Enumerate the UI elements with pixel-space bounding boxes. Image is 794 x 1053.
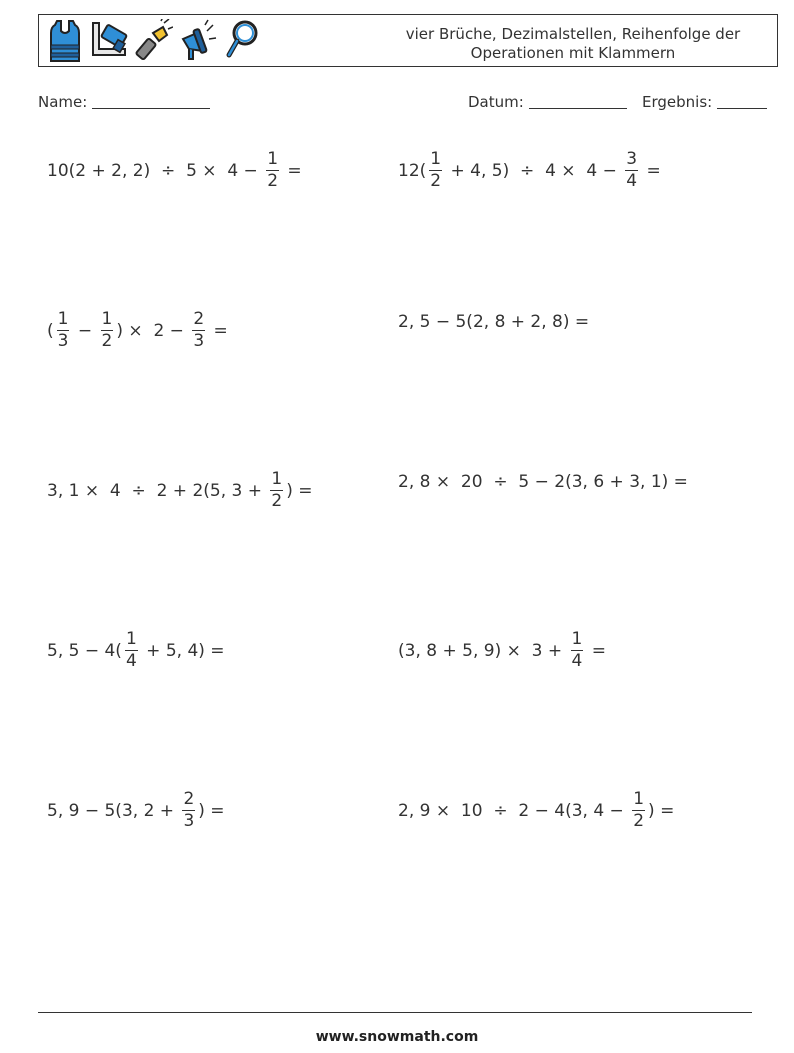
fraction bbox=[101, 310, 114, 351]
problem-3 bbox=[47, 310, 228, 351]
expression-text: = bbox=[282, 160, 302, 181]
fraction bbox=[429, 150, 442, 191]
expression-text: = bbox=[586, 640, 607, 661]
carpenter-square-icon bbox=[89, 19, 129, 63]
footer-website: www.snowmath.com bbox=[315, 1029, 479, 1045]
fraction bbox=[625, 150, 638, 191]
expression-text: 5, 9 − 5(3, 2 + bbox=[47, 800, 180, 821]
magnifying-glass-icon bbox=[221, 19, 261, 63]
title-line-2: Operationen mit Klammern bbox=[470, 44, 676, 62]
expression-text: ) = bbox=[286, 480, 313, 501]
result-blank[interactable] bbox=[717, 93, 767, 109]
safety-vest-icon bbox=[45, 19, 85, 63]
fraction-denominator: 3 bbox=[183, 811, 195, 831]
fraction-denominator: 2 bbox=[101, 331, 113, 351]
fraction-numerator: 1 bbox=[125, 629, 137, 649]
expression-text: = bbox=[208, 320, 228, 341]
date-blank[interactable] bbox=[529, 93, 627, 109]
expression-text: + 4, 5) ÷ 4 × 4 − bbox=[445, 160, 623, 181]
expression-text: ) = bbox=[198, 800, 225, 821]
fraction-numerator: 3 bbox=[626, 149, 638, 169]
expression-text: ) × 2 − bbox=[116, 320, 190, 341]
expression-text: ) = bbox=[648, 800, 675, 821]
expression-text: 3, 1 × 4 ÷ 2 + 2(5, 3 + bbox=[47, 480, 268, 501]
fraction-denominator: 3 bbox=[193, 331, 205, 351]
fraction-denominator: 4 bbox=[626, 171, 638, 191]
problem-4 bbox=[398, 312, 589, 332]
fraction-denominator: 3 bbox=[57, 331, 69, 351]
fraction-numerator: 1 bbox=[571, 629, 583, 649]
expression-text: = bbox=[641, 160, 661, 181]
footer-divider bbox=[38, 1012, 752, 1013]
fraction-denominator: 4 bbox=[125, 651, 137, 671]
fraction bbox=[571, 630, 584, 671]
expression-text: 2, 9 × 10 ÷ 2 − 4(3, 4 − bbox=[398, 800, 630, 821]
expression-text: ( bbox=[47, 320, 54, 341]
problem-1 bbox=[47, 150, 302, 191]
problem-2 bbox=[398, 150, 661, 191]
problem-10 bbox=[398, 790, 674, 831]
fraction-numerator: 2 bbox=[183, 789, 195, 809]
fraction-numerator: 1 bbox=[267, 149, 279, 169]
problem-9 bbox=[47, 790, 225, 831]
name-field bbox=[38, 93, 210, 111]
fraction-denominator: 2 bbox=[271, 491, 283, 511]
fraction bbox=[266, 150, 279, 191]
name-label: Name: bbox=[38, 93, 88, 111]
expression-text: 2, 5 − 5(2, 8 + 2, 8) = bbox=[398, 312, 590, 332]
fraction bbox=[632, 790, 645, 831]
result-field bbox=[642, 93, 767, 111]
expression-text: 5, 5 − 4( bbox=[47, 640, 122, 661]
fraction bbox=[182, 790, 195, 831]
date-field bbox=[468, 93, 627, 111]
fraction bbox=[270, 470, 283, 511]
problem-7 bbox=[47, 630, 225, 671]
fraction-denominator: 2 bbox=[633, 811, 645, 831]
problem-5 bbox=[47, 470, 313, 511]
fraction bbox=[57, 310, 70, 351]
name-blank[interactable] bbox=[92, 93, 210, 109]
fraction-denominator: 2 bbox=[430, 171, 442, 191]
fraction bbox=[192, 310, 205, 351]
expression-text: 10(2 + 2, 2) ÷ 5 × 4 − bbox=[47, 160, 264, 181]
fraction-numerator: 1 bbox=[430, 149, 442, 169]
expression-text: 12( bbox=[398, 160, 427, 181]
fraction-numerator: 2 bbox=[193, 309, 205, 329]
fraction bbox=[125, 630, 138, 671]
fraction-denominator: 2 bbox=[267, 171, 279, 191]
fraction-denominator: 4 bbox=[571, 651, 583, 671]
date-label: Datum: bbox=[468, 93, 524, 111]
expression-text: − bbox=[72, 320, 98, 341]
fraction-numerator: 1 bbox=[101, 309, 113, 329]
problem-6 bbox=[398, 472, 688, 492]
expression-text: 2, 8 × 20 ÷ 5 − 2(3, 6 + 3, 1) = bbox=[398, 472, 688, 492]
title-line-1: vier Brüche, Dezimalstellen, Reihenfolge der bbox=[405, 25, 741, 43]
megaphone-icon bbox=[177, 19, 217, 63]
worksheet-header bbox=[38, 14, 778, 67]
fraction-numerator: 1 bbox=[633, 789, 645, 809]
problem-8 bbox=[398, 630, 606, 671]
flashlight-icon bbox=[133, 19, 173, 63]
header-icons bbox=[45, 19, 261, 63]
expression-text: + 5, 4) = bbox=[140, 640, 225, 661]
expression-text: (3, 8 + 5, 9) × 3 + bbox=[398, 640, 568, 661]
fraction-numerator: 1 bbox=[57, 309, 69, 329]
fraction-numerator: 1 bbox=[271, 469, 283, 489]
worksheet-title bbox=[383, 25, 763, 63]
result-label: Ergebnis: bbox=[642, 93, 713, 111]
